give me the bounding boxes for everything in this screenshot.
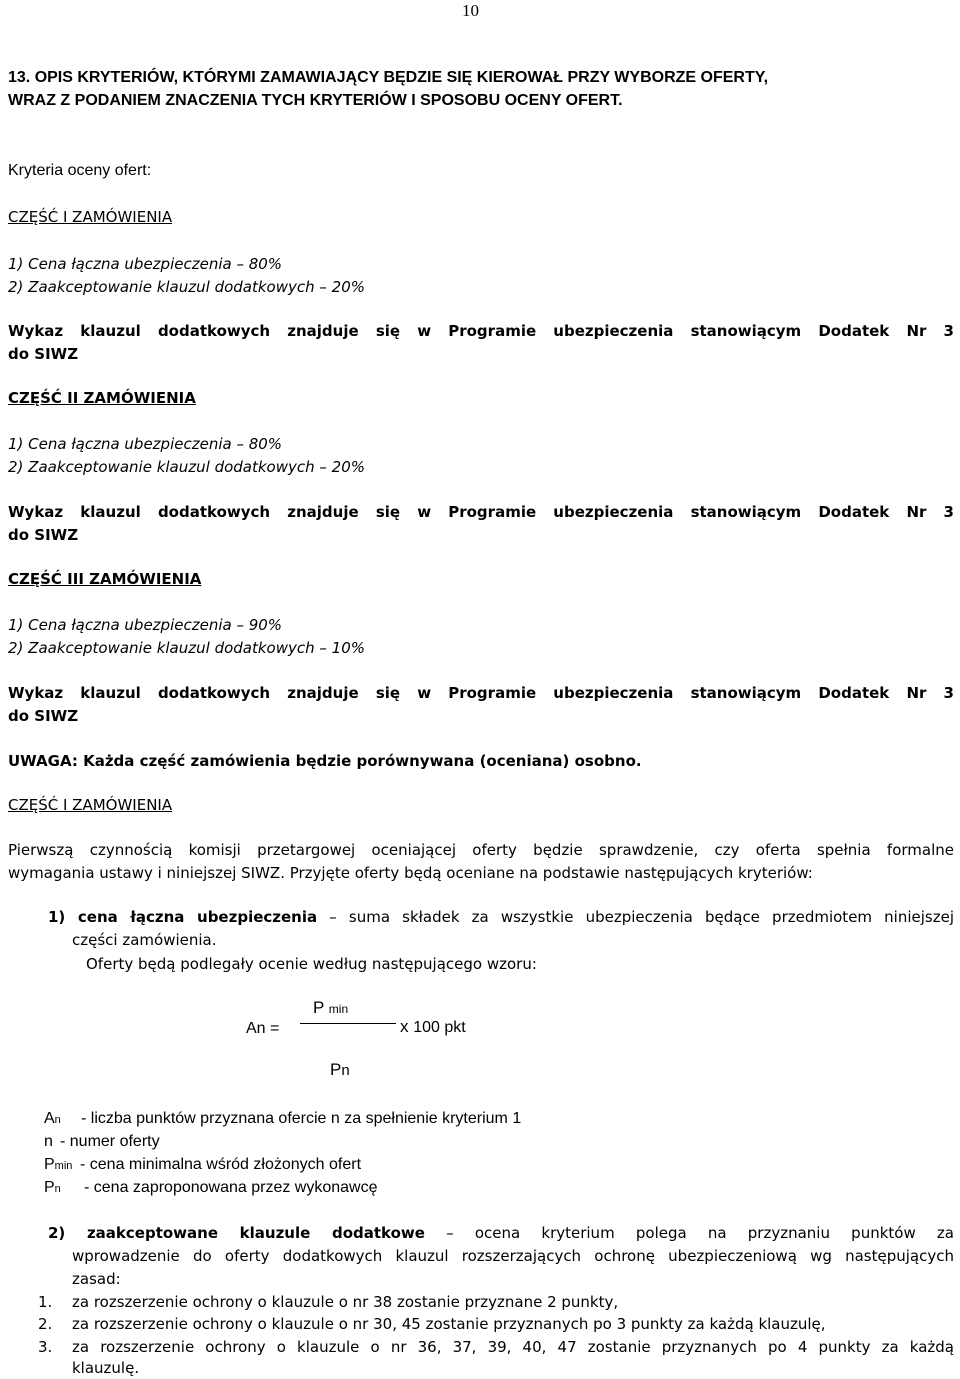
part-note-line1: Wykaz klauzul dodatkowych znajduje się w Programie ubezpieczenia stanowiącym Dodatek Nr 3: [8, 503, 954, 521]
part-note-line2: do SIWZ: [8, 707, 79, 725]
section-title-line2: WRAZ Z PODANIEM ZNACZENIA TYCH KRYTERIÓW I SPOSOBU OCENY OFERT.: [8, 92, 623, 109]
legend-symbol: P: [44, 1156, 55, 1173]
part-title: CZĘŚĆ III ZAMÓWIENIA: [8, 570, 202, 588]
criterion2-line1: [48, 1222, 954, 1244]
part-item-clauses: 2) Zaakceptowanie klauzul dodatkowych – 10%: [8, 639, 365, 657]
section-title-line1: 13. OPIS KRYTERIÓW, KTÓRYMI ZAMAWIAJĄCY BĘDZIE SIĘ KIEROWAŁ PRZY WYBORZE OFERTY,: [8, 69, 769, 86]
formula-denominator-symbol: P: [330, 1060, 342, 1079]
formula-lhs: An =: [246, 1020, 280, 1037]
rule-number: 3.: [38, 1338, 53, 1356]
criterion2-line3: zasad:: [72, 1270, 121, 1288]
times-sign: x: [400, 1017, 409, 1036]
rule-number: 1.: [38, 1293, 53, 1311]
rule-number: 2.: [38, 1315, 53, 1333]
rule-text: za rozszerzenie ochrony o klauzule o nr 30, 45 zostanie przyznanych po 3 punkty za każdą klauzulę,: [72, 1315, 826, 1333]
criterion1-line2: części zamówienia.: [72, 931, 217, 949]
intro-line1: Pierwszą czynnością komisji przetargowej oceniającej oferty będzie sprawdzenie, czy oferta spełnia formalne: [8, 841, 954, 859]
part-item-price: 1) Cena łączna ubezpieczenia – 90%: [8, 616, 283, 634]
uwaga-note: UWAGA: Każda część zamówienia będzie porównywana (oceniana) osobno.: [8, 752, 642, 770]
legend-desc: - cena minimalna wśród złożonych ofert: [80, 1156, 362, 1173]
rule-text: za rozszerzenie ochrony o klauzule o nr 36, 37, 39, 40, 47 zostanie przyznanych po 4 punkty za każdą: [72, 1338, 954, 1356]
formula-numerator-sub: min: [328, 1002, 349, 1016]
criterion1-label: 1) cena łączna ubezpieczenia: [48, 908, 318, 926]
part-title-repeat: CZĘŚĆ I ZAMÓWIENIA: [8, 796, 173, 814]
part-note-line1: Wykaz klauzul dodatkowych znajduje się w Programie ubezpieczenia stanowiącym Dodatek Nr 3: [8, 684, 954, 702]
legend-symbol: n: [44, 1133, 53, 1150]
part-item-price: 1) Cena łączna ubezpieczenia – 80%: [8, 435, 283, 453]
formula-denominator-sub: n: [341, 1062, 350, 1079]
criterion2-text: – ocena kryterium polega na przyznaniu punktów za: [424, 1224, 954, 1242]
legend-row: [44, 1154, 72, 1177]
part-note-line2: do SIWZ: [8, 345, 79, 363]
part-item-price: 1) Cena łączna ubezpieczenia – 80%: [8, 255, 283, 273]
criteria-heading: Kryteria oceny ofert:: [8, 162, 152, 179]
formula-multiply: [400, 1016, 466, 1039]
rule-text: za rozszerzenie ochrony o klauzule o nr 38 zostanie przyznane 2 punkty,: [72, 1293, 619, 1311]
criterion2-line2: wprowadzenie do oferty dodatkowych klauzul rozszerzających ochronę ubezpieczeniową wg następujących: [72, 1247, 954, 1265]
intro-line2: wymagania ustawy i niniejszej SIWZ. Przyjęte oferty będą oceniane na podstawie następujących kryteriów:: [8, 864, 813, 882]
part-item-clauses: 2) Zaakceptowanie klauzul dodatkowych – 20%: [8, 458, 365, 476]
formula-denominator: [330, 1059, 350, 1082]
legend-row: [44, 1177, 61, 1200]
formula-points: 100 pkt: [413, 1019, 466, 1036]
legend-subscript: n: [54, 1114, 61, 1126]
part-title: CZĘŚĆ II ZAMÓWIENIA: [8, 389, 196, 407]
part-note-line2: do SIWZ: [8, 526, 79, 544]
legend-desc: - liczba punktów przyznana ofercie n za spełnienie kryterium 1: [81, 1110, 522, 1127]
part-title: CZĘŚĆ I ZAMÓWIENIA: [8, 208, 173, 226]
legend-desc: - numer oferty: [60, 1133, 160, 1150]
formula-numerator: [313, 997, 348, 1020]
legend-desc: - cena zaproponowana przez wykonawcę: [84, 1179, 378, 1196]
legend-row: [44, 1108, 61, 1131]
legend-symbol: P: [44, 1179, 55, 1196]
legend-symbol: A: [44, 1110, 55, 1127]
rule-text-continuation: klauzulę.: [72, 1359, 140, 1377]
part-item-clauses: 2) Zaakceptowanie klauzul dodatkowych – 20%: [8, 278, 365, 296]
legend-subscript: n: [54, 1183, 61, 1195]
formula-numerator-symbol: P: [313, 998, 325, 1017]
legend-row: [44, 1131, 53, 1154]
criterion1-text: – suma składek za wszystkie ubezpieczenia będące przedmiotem niniejszej: [317, 908, 954, 926]
fraction-bar: [300, 1023, 396, 1024]
legend-subscript: min: [54, 1160, 73, 1172]
page-number: 10: [462, 1, 479, 20]
criterion1-line1: [48, 906, 954, 928]
criterion2-label: 2) zaakceptowane klauzule dodatkowe: [48, 1224, 425, 1242]
part-note-line1: Wykaz klauzul dodatkowych znajduje się w Programie ubezpieczenia stanowiącym Dodatek Nr 3: [8, 322, 954, 340]
formula-intro: Oferty będą podlegały ocenie według następującego wzoru:: [86, 955, 537, 973]
